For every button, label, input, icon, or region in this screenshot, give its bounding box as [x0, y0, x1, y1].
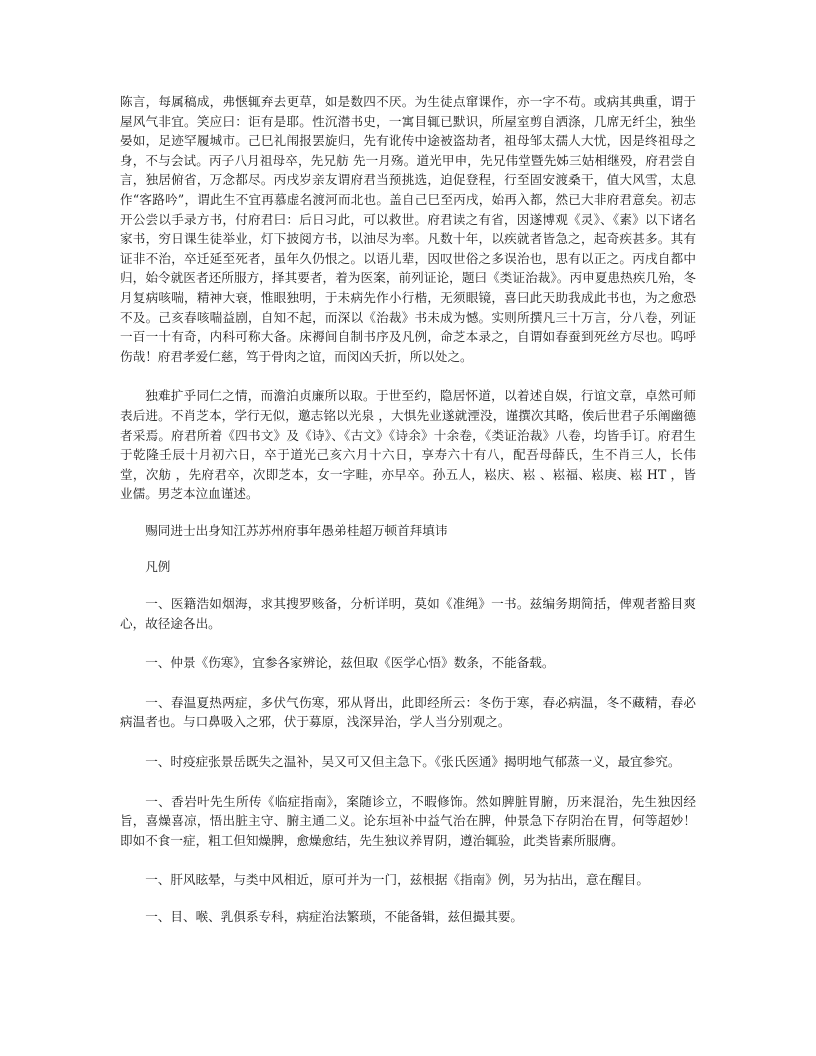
rule-item: 一、春温夏热两症，多伏气伤寒，邪从肾出，此即经所云：冬伤于寒，春必病温，冬不藏精，春必病温者也。与口鼻吸入之邪，伏于募原，浅深异治，学人当分别观之。 [120, 694, 696, 730]
rule-item: 一、肝风眩晕，与类中风相近，原可并为一门，兹根据《指南》例，另为拈出，意在醒目。 [145, 872, 649, 888]
signature-line: 赐同进士出身知江苏苏州府事年愚弟桂超万顿首拜填讳 [145, 522, 448, 538]
section-heading-fanli: 凡例 [145, 559, 171, 575]
paragraph-preface-closing: 独难扩乎同仁之情，而澹泊贞廉所以取。于世至约，隐居怀道，以着述自娱，行谊文章，卓然可师表后进。不肖芝本，学行无似，邀志铭以光泉 ，大惧先业遂就湮没，谨撰次其略，俟后世君子乐阐幽德者采焉。府君所着《四书文》及《诗》、《古文》《诗余》十余卷，《类证治裁》八卷，均皆手订。府君生于乾隆壬辰十月初六日，卒于道光己亥六月十六日，享寿六十有八，配吾母薛氏，生不肖三人，长伟堂，次舫 ，先府君卒，次即芝本，女一字畦，亦早卒。孙五人，崧庆、崧 、崧福、崧庚、崧 HT ，皆业儒。男芝本泣血谨述。 [120, 388, 696, 502]
rule-item: 一、时疫症张景岳既失之温补，吴又可又但主急下。《张氏医通》揭明地气郁蒸一义，最宜参究。 [145, 754, 681, 770]
rule-item: 一、仲景《伤寒》，宜参各家辨论，兹但取《医学心悟》数条，不能备载。 [145, 655, 555, 671]
paragraph-preface-continuation: 陈言，每属稿成，弗惬辄弃去更草，如是数四不厌。为生徒点窜课作，亦一字不苟。或病其典重，谓于 屋风气非宜。笑应曰：讵有是耶。性沉潜书史，一寓目辄已默识，所屋室剪自洒涤，几席无纤尘，独坐晏如，足迹罕履城市。己巳礼闱报罢旋归，先有讹传中途被盗劫者，祖母邹太孺人大忧，因是终祖母之身，不与会试。丙子八月祖母卒，先兄舫 先一月殇。道光甲申，先兄伟堂暨先姊三姑相继殁，府君尝自言，独居俯省，万念都尽。丙戌岁亲友谓府君当预挑选，迫促登程，行至固安渡桑干，值大风雪，太息作“客路吟”，谓此生不宜再慕虚名渡河而北也。盖自己巳至丙戌，始再入都，然已大非府君意矣。初志开公尝以手录方书，付府君曰：后日习此，可以救世。府君读之有省，因遂博观《灵》、《素》以下诸名家书，穷日课生徒举业，灯下披阅方书，以油尽为率。凡数十年，以疾就者皆急之，起奇疾甚多。其有证非不治，卒迁延至死者，虽年久仍恨之。以语儿辈，因叹世俗之多误治也，思有以正之。丙戌自都中归，始令就医者还所服方，择其要者，着为医案，前列证论，题曰《类证治裁》。丙申夏患热疾几殆，冬月复病咳喘，精神大衰，惟眼独明，于未病先作小行楷，无须眼镜，喜曰此天助我成此书也，为之愈恐不及。己亥春咳喘益剧，自知不起，而深以《治裁》书未成为憾。实则所撰凡三十万言，分八卷，列证一百一十有奇，内科可称大备。床褥间自制书序及凡例，命芝本录之，自谓如春蚕到死丝方尽也。呜呼伤哉！府君孝爱仁慈，笃于骨肉之谊，而闵凶夭折，所以处之。 [120, 94, 696, 364]
rule-item: 一、香岩叶先生所传《临症指南》，案随诊立，不暇修饰。然如脾脏胃腑，历来混治，先生独因经旨，喜燥喜凉，悟出脏主守、腑主通二义。论东垣补中益气治在脾，仲景急下存阴治在胃，何等超妙！即如不食一症，粗工但知燥脾，愈燥愈结，先生独议养胃阴，遵治辄验，此类皆素所服膺。 [120, 793, 696, 848]
document-page [120, 92, 696, 927]
rule-item: 一、目、喉、乳俱系专科，病症治法繁琐，不能备辑，兹但撮其要。 [145, 909, 523, 924]
rule-item: 一、医籍浩如烟海，求其搜罗赅备，分析详明，莫如《准绳》一书。兹编务期简括，俾观者豁目爽心，故径途各出。 [120, 596, 696, 631]
